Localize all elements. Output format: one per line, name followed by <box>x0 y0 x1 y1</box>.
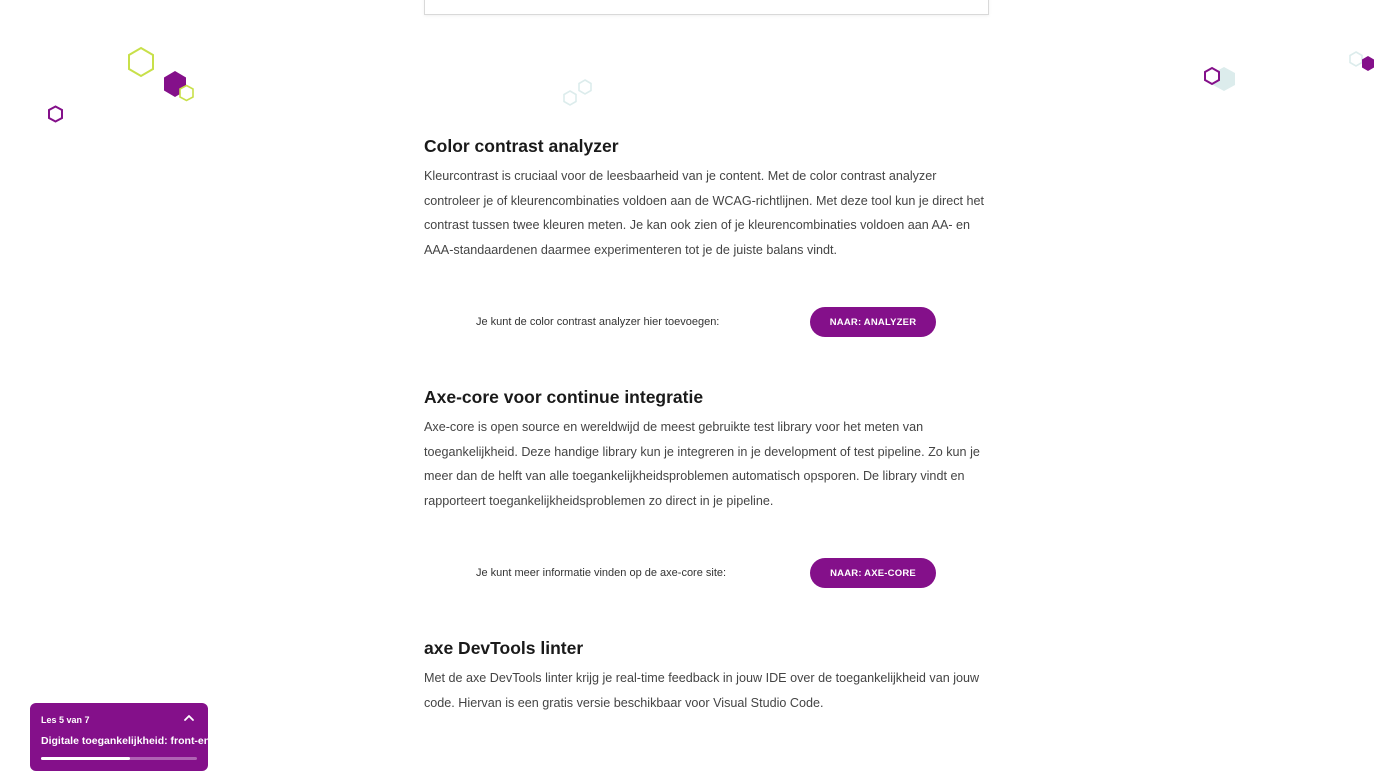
naar-axe-core-button[interactable]: NAAR: AXE-CORE <box>810 558 936 588</box>
hexagon-icon <box>47 105 64 123</box>
hexagon-icon <box>178 84 195 102</box>
top-content-card <box>424 0 989 15</box>
hexagon-icon <box>126 46 156 78</box>
section-title-axe-core: Axe-core voor continue integratie <box>424 387 704 407</box>
hexagon-icon <box>1347 50 1377 76</box>
hexagon-icon <box>560 78 596 108</box>
course-progress-bar <box>41 757 197 760</box>
lesson-counter: Les 5 van 7 <box>41 715 90 725</box>
naar-analyzer-button[interactable]: NAAR: ANALYZER <box>810 307 936 337</box>
chevron-up-icon[interactable] <box>183 713 195 723</box>
section-body-axe-core: Axe-core is open source en wereldwijd de meest gebruikte test library voor het meten van toegankelijkheid. Deze handige library kun je integreren in je development of test pipeline. Zo kun je meer dan de helft van alle toegankelijkheidsproblemen automatisch opsporen. De library vindt en rapporteert toegankelijkheidsproblemen zo direct in je pipeline. <box>424 420 980 508</box>
section-title-color-contrast: Color contrast analyzer <box>424 136 619 156</box>
course-progress-widget[interactable] <box>30 703 285 771</box>
section-body-color-contrast: Kleurcontrast is cruciaal voor de leesbaarheid van je content. Met de color contrast analyzer controleer je of kleurencombinaties voldoen aan de WCAG-richtlijnen. Met deze tool kun je direct het contrast tussen twee kleuren meten. Je kan ook zien of je kleurencombinaties voldoen aan AA- en AAA-standaardenen daarmee experimenteren tot je de juiste balans vindt. <box>424 169 985 257</box>
course-title: Digitale toegankelijkheid: front-end development <box>41 735 285 747</box>
cta-label-axe-core: Je kunt meer informatie vinden op de axe-core site: <box>476 567 727 579</box>
hexagon-icon <box>1202 64 1238 94</box>
section-body-axe-devtools: Met de axe DevTools linter krijg je real-time feedback in jouw IDE over de toegankelijkheid van jouw code. Hiervan is een gratis versie beschikbaar voor Visual Studio Code. <box>424 671 980 710</box>
cta-label-analyzer: Je kunt de color contrast analyzer hier toevoegen: <box>476 316 720 328</box>
section-title-axe-devtools: axe DevTools linter <box>424 638 584 658</box>
course-progress-fill <box>41 757 130 760</box>
